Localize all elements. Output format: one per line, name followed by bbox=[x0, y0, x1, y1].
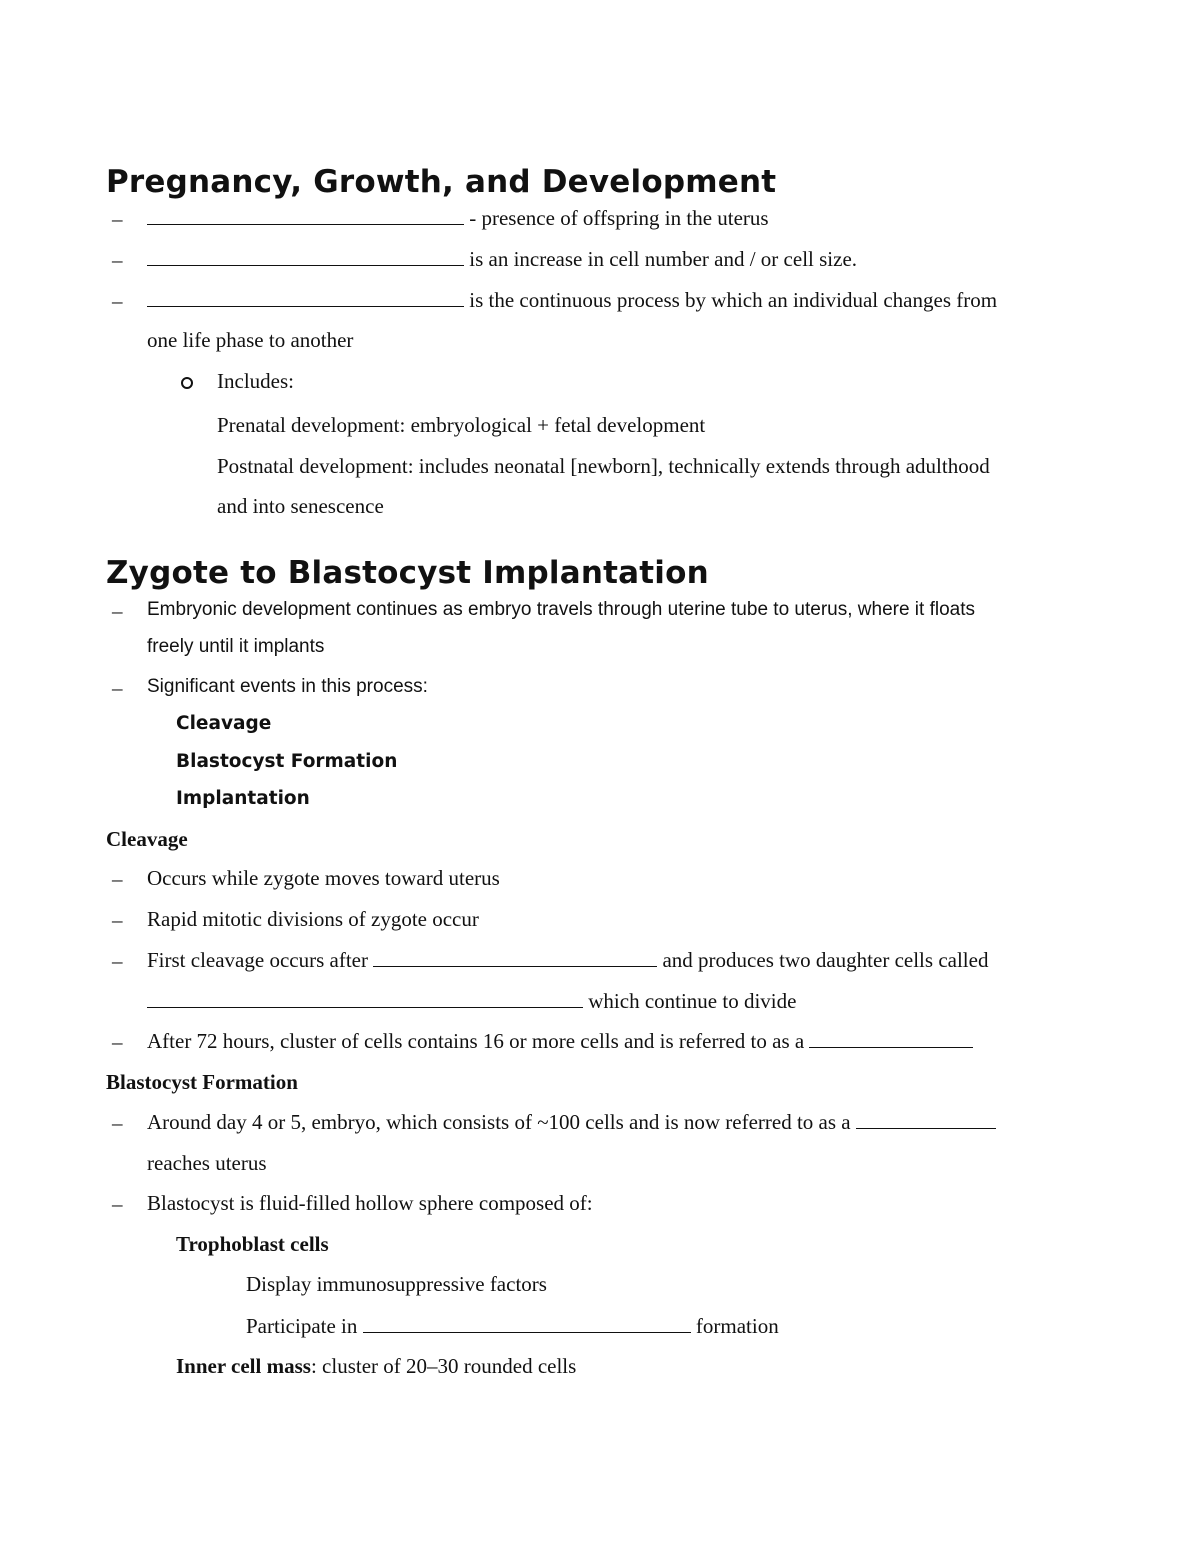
list-item-text: is an increase in cell number and / or cell size. bbox=[464, 247, 858, 271]
dash-marker: – bbox=[112, 1030, 123, 1054]
circle-bullet-icon bbox=[181, 377, 193, 389]
dash-marker: – bbox=[112, 207, 123, 231]
dash-marker: – bbox=[112, 1111, 123, 1135]
section-title-pregnancy: Pregnancy, Growth, and Development bbox=[106, 164, 777, 200]
list-item-growth bbox=[147, 247, 857, 272]
list-item-cleavage-1: Occurs while zygote moves toward uterus bbox=[147, 866, 500, 890]
list-item-text: formation bbox=[690, 1314, 779, 1338]
prenatal-text: Prenatal development: embryological + fetal development bbox=[217, 413, 706, 437]
fill-in-blank[interactable] bbox=[856, 1110, 996, 1129]
list-item-embryonic: Embryonic development continues as embryo travels through uterine tube to uterus, where it floats bbox=[147, 599, 975, 620]
list-item-cleavage-3 bbox=[147, 948, 988, 973]
includes-label: Includes: bbox=[217, 369, 294, 393]
list-item-text: is the continuous process by which an individual changes from bbox=[464, 288, 998, 312]
postnatal-text: Postnatal development: includes neonatal [newborn], technically extends through adulthood bbox=[217, 454, 990, 478]
fill-in-blank[interactable] bbox=[147, 247, 464, 266]
dash-marker: – bbox=[112, 1192, 123, 1216]
list-item-continuation: freely until it implants bbox=[147, 636, 325, 657]
event-implantation: Implantation bbox=[176, 788, 310, 809]
subheading-blastocyst-formation: Blastocyst Formation bbox=[106, 1070, 298, 1094]
list-item-cleavage-4 bbox=[147, 1029, 973, 1054]
dash-marker: – bbox=[112, 867, 123, 891]
fill-in-blank[interactable] bbox=[147, 989, 583, 1008]
list-item-continuation: reaches uterus bbox=[147, 1151, 267, 1175]
list-item-text: - presence of offspring in the uterus bbox=[464, 206, 769, 230]
list-item-continuation bbox=[147, 989, 796, 1014]
postnatal-text-continuation: and into senescence bbox=[217, 494, 384, 518]
fill-in-blank[interactable] bbox=[363, 1314, 691, 1333]
list-item-text: After 72 hours, cluster of cells contains 16 or more cells and is referred to as a bbox=[147, 1029, 810, 1053]
fill-in-blank[interactable] bbox=[147, 288, 464, 307]
list-item-blastocyst-2: Blastocyst is fluid-filled hollow sphere composed of: bbox=[147, 1191, 593, 1215]
list-item-text: which continue to divide bbox=[583, 989, 797, 1013]
dash-marker: – bbox=[112, 908, 123, 932]
fill-in-blank[interactable] bbox=[373, 948, 657, 967]
section-title-zygote: Zygote to Blastocyst Implantation bbox=[106, 555, 709, 591]
trophoblast-item-1: Display immunosuppressive factors bbox=[246, 1272, 547, 1296]
inner-cell-mass-label: Inner cell mass bbox=[176, 1354, 311, 1378]
trophoblast-heading: Trophoblast cells bbox=[176, 1232, 329, 1256]
list-item-text: Participate in bbox=[246, 1314, 363, 1338]
dash-marker: – bbox=[112, 949, 123, 973]
fill-in-blank[interactable] bbox=[809, 1029, 973, 1048]
inner-cell-mass bbox=[176, 1354, 576, 1379]
dash-marker: – bbox=[112, 676, 123, 700]
dash-marker: – bbox=[112, 599, 123, 623]
dash-marker: – bbox=[112, 289, 123, 313]
list-item-blastocyst-1 bbox=[147, 1110, 996, 1135]
list-item-text: Around day 4 or 5, embryo, which consists of ~100 cells and is now referred to as a bbox=[147, 1110, 856, 1134]
dash-marker: – bbox=[112, 248, 123, 272]
subheading-cleavage: Cleavage bbox=[106, 827, 188, 851]
list-item-text: First cleavage occurs after bbox=[147, 948, 374, 972]
list-item-continuation: one life phase to another bbox=[147, 328, 354, 352]
list-item-pregnancy bbox=[147, 206, 769, 231]
trophoblast-item-2 bbox=[246, 1314, 779, 1339]
event-blastocyst-formation: Blastocyst Formation bbox=[176, 751, 398, 772]
fill-in-blank[interactable] bbox=[147, 206, 464, 225]
inner-cell-mass-text: : cluster of 20–30 rounded cells bbox=[310, 1354, 577, 1378]
list-item-significant-events: Significant events in this process: bbox=[147, 676, 428, 697]
list-item-development bbox=[147, 288, 997, 313]
list-item-text: and produces two daughter cells called bbox=[657, 948, 989, 972]
list-item-cleavage-2: Rapid mitotic divisions of zygote occur bbox=[147, 907, 479, 931]
event-cleavage: Cleavage bbox=[176, 713, 272, 734]
